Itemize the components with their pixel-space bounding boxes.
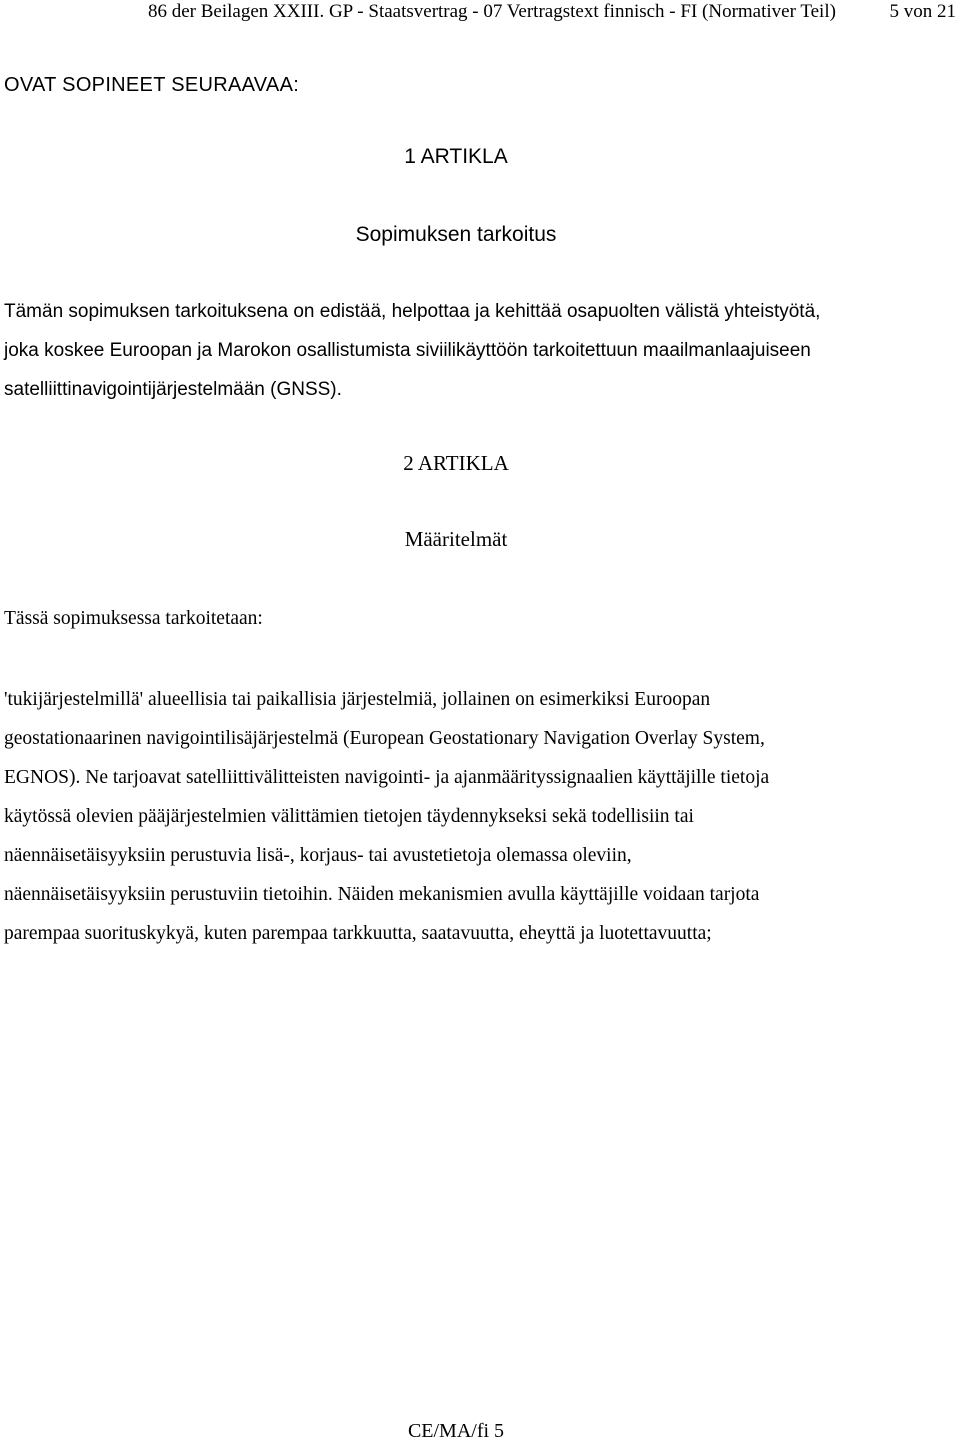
page-header-title: 86 der Beilagen XXIII. GP - Staatsvertrag - 07 Vertragstext finnisch - FI (Normativer Teil) — [148, 1, 836, 22]
paragraph-line: EGNOS). Ne tarjoavat satelliittivälitteisten navigointi- ja ajanmäärityssignaalien käyttäjille tietoja — [4, 767, 770, 788]
article-2-paragraph — [4, 680, 934, 953]
page-header-page-number: 5 von 21 — [889, 1, 956, 22]
article-2-intro: Tässä sopimuksessa tarkoitetaan: — [4, 608, 263, 629]
paragraph-line: parempaa suorituskykyä, kuten parempaa tarkkuutta, saatavuutta, eheyttä ja luotettavuutta; — [4, 923, 712, 944]
paragraph-line: näennäisetäisyyksiin perustuviin tietoihin. Näiden mekanismien avulla käyttäjille voidaan tarjota — [4, 884, 760, 905]
article-2-heading: 2 ARTIKLA — [403, 451, 509, 475]
paragraph-line: näennäisetäisyyksiin perustuvia lisä-, korjaus- tai avustetietoja olemassa oleviin, — [4, 845, 632, 866]
article-1-paragraph — [4, 292, 934, 409]
paragraph-line: Tämän sopimuksen tarkoituksena on edistää, helpottaa ja kehittää osapuolten välistä yhteistyötä, — [4, 301, 821, 322]
paragraph-line: satelliittinavigointijärjestelmään (GNSS). — [4, 379, 342, 400]
paragraph-line: joka koskee Euroopan ja Marokon osallistumista siviilikäyttöön tarkoitettuun maailmanlaajuiseen — [4, 340, 811, 361]
paragraph-line: 'tukijärjestelmillä' alueellisia tai paikallisia järjestelmiä, jollainen on esimerkiksi Euroopan — [4, 689, 711, 710]
paragraph-line: geostationaarinen navigointilisäjärjestelmä (European Geostationary Navigation Overlay System, — [4, 728, 765, 749]
article-1-heading: 1 ARTIKLA — [404, 145, 508, 168]
page-footer: CE/MA/fi 5 — [407, 1420, 505, 1442]
preamble-heading: OVAT SOPINEET SEURAAVAA: — [4, 74, 300, 96]
article-2-title: Määritelmät — [404, 527, 508, 551]
paragraph-line: käytössä olevien pääjärjestelmien välittämien tietojen täydennykseksi sekä todellisiin tai — [4, 806, 694, 827]
article-1-title: Sopimuksen tarkoitus — [355, 223, 557, 246]
